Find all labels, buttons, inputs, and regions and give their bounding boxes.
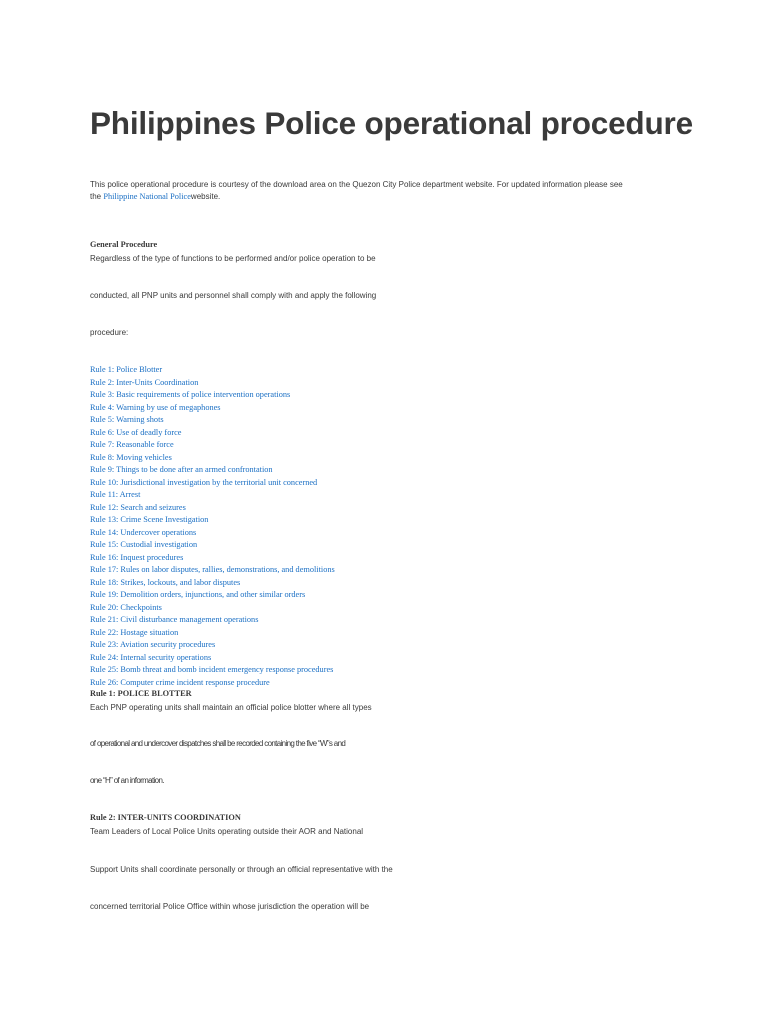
toc-item[interactable]	[90, 589, 335, 602]
toc-item[interactable]	[90, 614, 335, 627]
toc-item[interactable]	[90, 377, 335, 390]
rule-2-link[interactable]: Rule 2: Inter-Units Coordination	[90, 377, 199, 387]
toc-item[interactable]	[90, 489, 335, 502]
rule-1-line-2: of operational and undercover dispatches shall be recorded containing the five “W”s and	[90, 739, 346, 748]
rule-20-link[interactable]: Rule 20: Checkpoints	[90, 602, 162, 612]
rule-7-link[interactable]: Rule 7: Reasonable force	[90, 440, 174, 449]
rule-24-link[interactable]: Rule 24: Internal security operations	[90, 652, 212, 662]
rule-23-link[interactable]: Rule 23: Aviation security procedures	[90, 640, 216, 649]
toc-item[interactable]	[90, 402, 335, 415]
rule-2-heading: Rule 2: INTER-UNITS COORDINATION	[90, 813, 241, 822]
toc-item[interactable]	[90, 527, 335, 540]
rule-22-link[interactable]: Rule 22: Hostage situation	[90, 627, 179, 637]
rule-14-link[interactable]: Rule 14: Undercover operations	[90, 527, 197, 537]
rule-2-line-1: Team Leaders of Local Police Units operating outside their AOR and National	[90, 827, 364, 836]
rule-16-link[interactable]: Rule 16: Inquest procedures	[90, 552, 184, 562]
rule-11-link[interactable]: Rule 11: Arrest	[90, 490, 141, 499]
toc-item[interactable]	[90, 552, 335, 565]
rule-8-link[interactable]: Rule 8: Moving vehicles	[90, 452, 172, 462]
toc-item[interactable]	[90, 602, 335, 615]
rule-13-link[interactable]: Rule 13: Crime Scene Investigation	[90, 515, 209, 524]
intro-prefix: the	[90, 192, 104, 201]
rule-4-link[interactable]: Rule 4: Warning by use of megaphones	[90, 402, 221, 412]
intro-suffix: website.	[190, 192, 221, 201]
rule-6-link[interactable]: Rule 6: Use of deadly force	[90, 427, 182, 437]
rule-1-link[interactable]: Rule 1: Police Blotter	[90, 365, 163, 374]
toc-item[interactable]	[90, 652, 335, 665]
rule-1-heading: Rule 1: POLICE BLOTTER	[90, 689, 192, 698]
rule-9-link[interactable]: Rule 9: Things to be done after an armed confrontation	[90, 465, 273, 474]
intro-line-2	[90, 191, 220, 204]
rule-3-link[interactable]: Rule 3: Basic requirements of police intervention operations	[90, 390, 291, 399]
rule-19-link[interactable]: Rule 19: Demolition orders, injunctions, and other similar orders	[90, 590, 306, 599]
toc-item[interactable]	[90, 577, 335, 590]
rule-12-link[interactable]: Rule 12: Search and seizures	[90, 502, 186, 512]
toc-item[interactable]	[90, 502, 335, 515]
toc-item[interactable]	[90, 439, 335, 452]
toc-item[interactable]	[90, 664, 335, 677]
general-line-1: Regardless of the type of functions to be performed and/or police operation to be	[90, 254, 376, 263]
page-title: Philippines Police operational procedure	[90, 105, 693, 141]
rule-1-line-3: one “H” of an information.	[90, 776, 164, 785]
toc-item[interactable]	[90, 452, 335, 465]
toc-item[interactable]	[90, 364, 335, 377]
rule-2-line-3: concerned territorial Police Office within whose jurisdiction the operation will be	[90, 902, 370, 911]
toc-item[interactable]	[90, 639, 335, 652]
general-line-3: procedure:	[90, 328, 129, 337]
rule-25-link[interactable]: Rule 25: Bomb threat and bomb incident emergency response procedures	[90, 665, 334, 674]
rule-21-link[interactable]: Rule 21: Civil disturbance management operations	[90, 615, 259, 624]
intro-line-1: This police operational procedure is courtesy of the download area on the Quezon City Police department website. For updated information please see	[90, 180, 623, 189]
pnp-website-link[interactable]: Philippine National Police	[103, 192, 191, 201]
rule-10-link[interactable]: Rule 10: Jurisdictional investigation by the territorial unit concerned	[90, 477, 318, 487]
toc-item[interactable]	[90, 477, 335, 490]
rule-18-link[interactable]: Rule 18: Strikes, lockouts, and labor disputes	[90, 577, 241, 587]
toc-item[interactable]	[90, 564, 335, 577]
rule-26-link[interactable]: Rule 26: Computer crime incident response procedure	[90, 677, 270, 687]
toc-item[interactable]	[90, 427, 335, 440]
general-procedure-heading: General Procedure	[90, 240, 158, 249]
toc-item[interactable]	[90, 464, 335, 477]
toc-item[interactable]	[90, 389, 335, 402]
general-line-2: conducted, all PNP units and personnel shall comply with and apply the following	[90, 291, 377, 300]
toc-item[interactable]	[90, 514, 335, 527]
rule-17-link[interactable]: Rule 17: Rules on labor disputes, rallies, demonstrations, and demolitions	[90, 565, 335, 574]
rule-15-link[interactable]: Rule 15: Custodial investigation	[90, 540, 198, 549]
toc-item[interactable]	[90, 677, 335, 690]
toc-item[interactable]	[90, 627, 335, 640]
toc-item[interactable]	[90, 414, 335, 427]
toc-item[interactable]	[90, 539, 335, 552]
rule-2-line-2: Support Units shall coordinate personally or through an official representative with the	[90, 865, 393, 874]
rules-toc	[90, 364, 335, 689]
rule-1-line-1: Each PNP operating units shall maintain an official police blotter where all types	[90, 703, 372, 712]
rule-5-link[interactable]: Rule 5: Warning shots	[90, 415, 164, 424]
